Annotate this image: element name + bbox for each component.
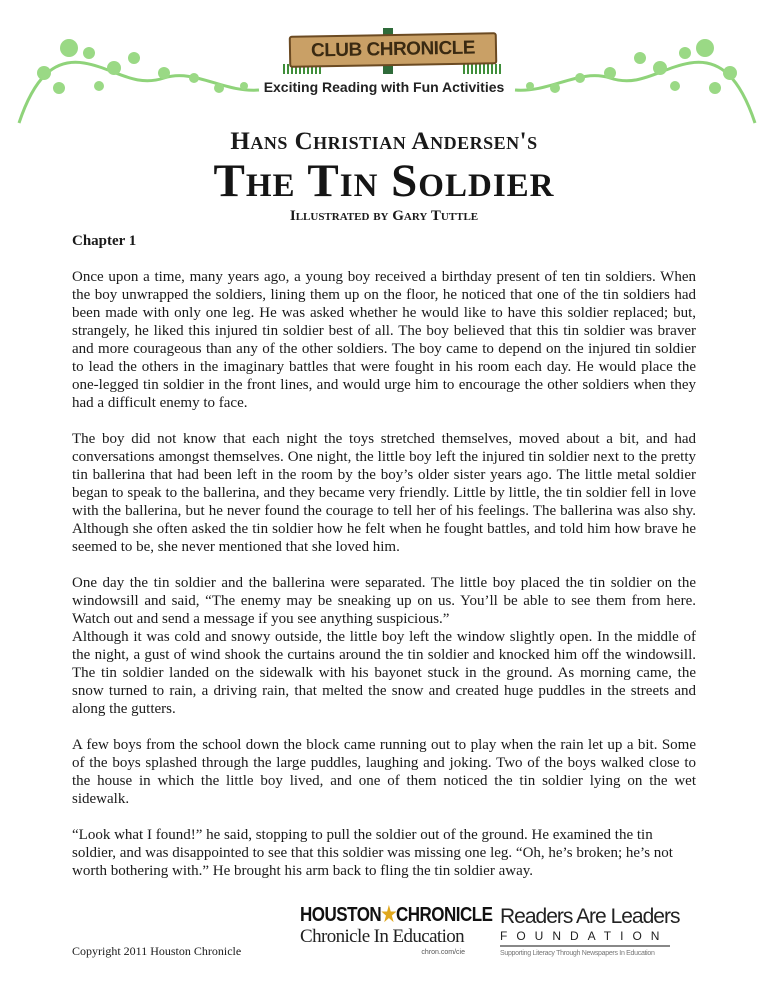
text-line: Once upon a time, many years ago, a young boy received a birthday present of ten tin soldiers. When bbox=[72, 269, 696, 285]
story-body bbox=[72, 232, 696, 898]
text-line: seemed to be, she never mentioned that she loved him. bbox=[72, 539, 400, 555]
author-heading: Hans Christian Andersen's bbox=[230, 128, 538, 155]
text-line: with the ballerina, but he never found the courage to tell her of his feelings. The ballerina was also shy. bbox=[72, 503, 696, 519]
paragraph bbox=[72, 826, 696, 880]
ral-foundation: FOUNDATION bbox=[500, 929, 670, 947]
hc-subtitle: Chronicle In Education bbox=[300, 926, 465, 947]
logo-sign-text: CLUB CHRONICLE bbox=[289, 32, 498, 68]
text-line: conversations amongst themselves. One night, the little boy left the injured tin soldier next to the pretty bbox=[72, 449, 696, 465]
paragraph bbox=[72, 736, 696, 808]
ral-tagline: Supporting Literacy Through Newspapers In Education bbox=[500, 950, 655, 957]
hc-url: chron.com/cie bbox=[421, 949, 465, 956]
paragraphs bbox=[72, 268, 696, 880]
houston-chronicle-logo bbox=[300, 903, 493, 957]
text-line: of the boys splashed through the large puddles, laughing and joking. Two of the boys walked close to bbox=[72, 755, 696, 771]
tagline: Exciting Reading with Fun Activities bbox=[263, 79, 505, 95]
text-line: the house in which the little boy lived, and one of them noticed the tin soldier lying on the wet bbox=[72, 773, 696, 789]
star-icon: ★ bbox=[381, 903, 396, 926]
text-line: windowsill and said, “The enemy may be sneaking up on us. You’ll be able to see them from here. bbox=[72, 593, 696, 609]
club-chronicle-logo bbox=[283, 28, 503, 76]
illustrator-credit: Illustrated by Gary Tuttle bbox=[289, 208, 479, 224]
text-line: to lead the others in the imaginary battles that were fought in his room each day. He would place the bbox=[72, 359, 696, 375]
paragraph bbox=[72, 574, 696, 718]
text-line: Watch out and send a message if you see anything suspicious.” bbox=[72, 611, 450, 627]
text-line: tin ballerina that had been left in the room by the boy’s older sister years ago. The little metal soldier bbox=[72, 467, 696, 483]
text-line: worth bothering with.” He brought his arm back to fling the tin soldier away. bbox=[72, 863, 534, 879]
text-line: had a difficult enemy to face. bbox=[72, 395, 248, 411]
text-line: Although it was cold and snowy outside, the little boy left the window slightly open. In the middle of bbox=[72, 629, 696, 645]
text-line: soldier, and was disappointed to see that this soldier was missing one leg. “Oh, he’s broken; he’s not bbox=[72, 845, 673, 861]
copyright-notice: Copyright 2011 Houston Chronicle bbox=[72, 944, 242, 958]
text-line: Although she often asked the tin soldier how he felt when he fought battles, and told him how brave he bbox=[72, 521, 696, 537]
grass-decoration bbox=[463, 64, 503, 74]
text-line: one-legged tin soldier in the front lines, and would urge him to encourage the other soldiers when they bbox=[72, 377, 696, 393]
chapter-heading: Chapter 1 bbox=[72, 233, 137, 249]
text-line: A few boys from the school down the block came running out to play when the rain let up a bit. Some bbox=[72, 737, 696, 753]
text-line: “Look what I found!” he said, stopping to pull the soldier out of the ground. He examined the tin bbox=[72, 827, 653, 843]
paragraph bbox=[72, 268, 696, 412]
ral-title: Readers Are Leaders bbox=[500, 905, 680, 928]
text-line: The boy did not know that each night the toys stretched themselves, moved about a bit, and had bbox=[72, 431, 696, 447]
text-line: and more courageous than any of the other soldiers. The boy came to depend on the injured tin soldier bbox=[72, 341, 696, 357]
hc-wordmark-right: CHRONICLE bbox=[395, 903, 493, 926]
left-vine-decoration bbox=[14, 18, 264, 128]
text-line: been made with only one leg. He was asked whether he would like to have this soldier replaced; but, bbox=[72, 305, 696, 321]
text-line: strangely, he liked this injured tin soldier best of all. The boy believed that this tin soldier was braver bbox=[72, 323, 696, 339]
hc-wordmark bbox=[300, 903, 493, 927]
text-line: snow turned to rain, a driving rain, that melted the snow and created huge puddles in the streets and bbox=[72, 683, 696, 699]
text-line: The tin soldier landed on the sidewalk with his bayonet stuck in the ground. As morning came, the bbox=[72, 665, 696, 681]
text-line: One day the tin soldier and the ballerina were separated. The little boy placed the tin soldier on the bbox=[72, 575, 696, 591]
text-line: the boy unwrapped the soldiers, lining them up on the floor, he noticed that one of the tin soldiers had bbox=[72, 287, 696, 303]
text-line: the night, a gust of wind shook the curtains around the tin soldier and knocked him off the windowsill. bbox=[72, 647, 696, 663]
right-vine-decoration bbox=[510, 18, 760, 128]
text-line: began to speak to the ballerina, and they became very friendly. Little by little, the tin soldier fell in love bbox=[72, 485, 696, 501]
text-line: sidewalk. bbox=[72, 791, 130, 807]
story-title: The Tin Soldier bbox=[213, 155, 555, 207]
readers-are-leaders-logo bbox=[500, 905, 680, 958]
paragraph bbox=[72, 430, 696, 556]
hc-wordmark-left: HOUSTON bbox=[300, 903, 382, 926]
text-line: along the gutters. bbox=[72, 701, 176, 717]
